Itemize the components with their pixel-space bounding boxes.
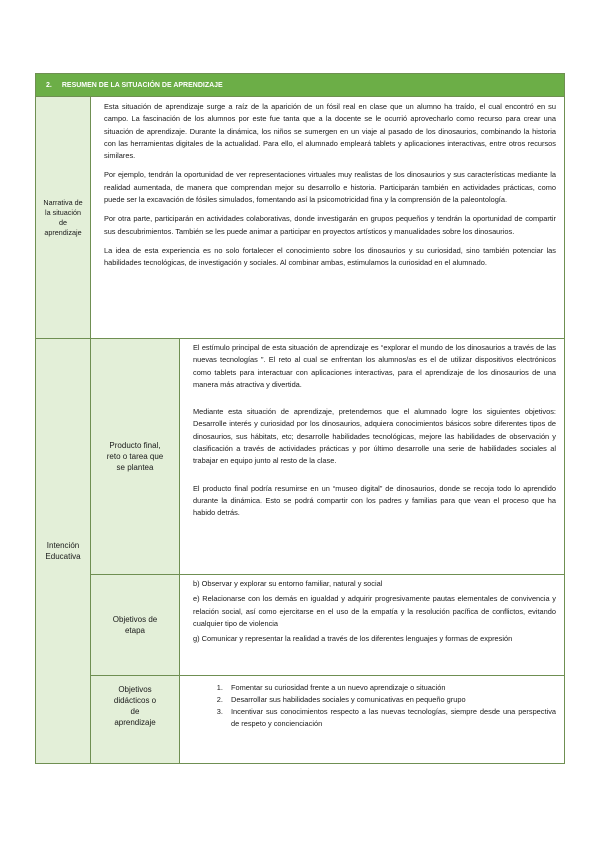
- narrativa-paragraph: Esta situación de aprendizaje surge a raíz de la aparición de un fósil real en clase que un alumno ha traído, el cual encontró en su campo. La fascinación de los alumnos por este fue tanta que a la docente se le ocurrió aprovecharlo como recurso para crear una situación de aprendizaje. Durante la dinámica, los niños se sumergen en un viaje al pasado de los dinosaurios, combinando la historia con las herramientas digitales de la actualidad. Para ello, el alumnado empleará tablets y aplicaciones interactivas, entre otros recursos similares.: [104, 102, 556, 161]
- list-item: 1. Fomentar su curiosidad frente a un nuevo aprendizaje o situación: [225, 682, 556, 694]
- objetivo-etapa: b) Observar y explorar su entorno familiar, natural y social: [193, 579, 383, 588]
- narrativa-label: Narrativa de la situación de aprendizaje: [36, 97, 91, 338]
- intencion-row: [36, 339, 564, 763]
- producto-paragraph: Mediante esta situación de aprendizaje, pretendemos que el alumnado logre los siguientes objetivos: Desarrolle interés y curiosidad por los dinosaurios, adquiera conocimientos básicos sobre diferentes tipos de dinosaurios, sus hábitats, etc; desarrolle habilidades tecnológicas, mejore las habilidades de observación y clasificación a través de actividades prácticas y por último desarrolle una serie de habilidades sociales al trabajar en equipo junto al resto de la clase.: [193, 407, 556, 466]
- objetivos-etapa-row: [91, 575, 564, 676]
- objetivo-etapa: g) Comunicar y representar la realidad a través de los diferentes lenguajes y formas de expresión: [193, 634, 513, 644]
- section-title: RESUMEN DE LA SITUACIÓN DE APRENDIZAJE: [61, 82, 223, 89]
- list-item: 3. Incentivar sus conocimientos respecto a las nuevas tecnologías, siempre desde una perspectiva de respeto y concienciación: [225, 706, 556, 730]
- objetivos-etapa-label: Objetivos de etapa: [91, 575, 180, 675]
- narrativa-content: [91, 97, 564, 338]
- list-item: 2. Desarrollar sus habilidades sociales y comunicativas en pequeño grupo: [225, 694, 556, 706]
- intencion-label: Intención Educativa: [36, 339, 91, 763]
- objetivos-etapa-content: [180, 575, 564, 675]
- intencion-subtable: [91, 339, 564, 763]
- situation-table: [35, 73, 565, 764]
- producto-paragraph: El producto final podría resumirse en un “museo digital” de dinosaurios, donde se recoja todo lo aprendido durante la dinámica. Esto se podrá compartir con los padres y familias para que vean el proceso que ha habido detrás.: [193, 483, 556, 518]
- section-number: 2.: [46, 82, 52, 89]
- narrativa-row: [36, 97, 564, 339]
- producto-content: [180, 339, 564, 574]
- objetivo-etapa: e) Relacionarse con los demás en igualdad y adquirir progresivamente pautas elementales de convivencia y relación social, así como ejercitarse en el uso de la empatía y la resolución pacífica de conflictos, evitando cualquier tipo de violencia: [193, 594, 556, 628]
- objetivos-didacticos-content: [180, 676, 564, 763]
- section-header: [36, 74, 564, 97]
- objetivos-didacticos-label: Objetivos didácticos o de aprendizaje: [91, 676, 180, 763]
- producto-row: [91, 339, 564, 575]
- objetivos-didacticos-list: [193, 682, 556, 730]
- producto-label: Producto final, reto o tarea que se plantea: [91, 339, 180, 574]
- narrativa-paragraph: Por ejemplo, tendrán la oportunidad de ver representaciones virtuales muy realistas de los dinosaurios y sus características mediante la realidad aumentada, de manera que comprendan mejor su desarrollo e historia. Participarán también en actividades prácticas, como puede ser la excavación de fósiles simulados, fomentando así la psicomotricidad fina y la comprensión de la paleontología.: [104, 170, 556, 205]
- narrativa-paragraph: La idea de esta experiencia es no solo fortalecer el conocimiento sobre los dinosaurios y su curiosidad, sino también potenciar las habilidades tecnológicas, de investigación y sociales. Al combinar ambas, estimulamos la curiosidad en el alumnado.: [104, 245, 556, 268]
- objetivos-didacticos-row: [91, 676, 564, 763]
- narrativa-paragraph: Por otra parte, participarán en actividades colaborativas, donde investigarán en grupos pequeños y tendrán la oportunidad de compartir sus descubrimientos. También se les puede animar a participar en proyectos artísticos y manualidades sobre los dinosaurios.: [104, 214, 556, 236]
- producto-paragraph: El estímulo principal de esta situación de aprendizaje es “explorar el mundo de los dinosaurios a través de las nuevas tecnologías ”. El reto al cual se enfrentan los alumnos/as es el de utilizar dispositivos electrónicos como tablets para interactuar con aplicaciones interactivas, para el aprendizaje de los dinosaurios de una manera más atractiva y divertida.: [193, 343, 556, 389]
